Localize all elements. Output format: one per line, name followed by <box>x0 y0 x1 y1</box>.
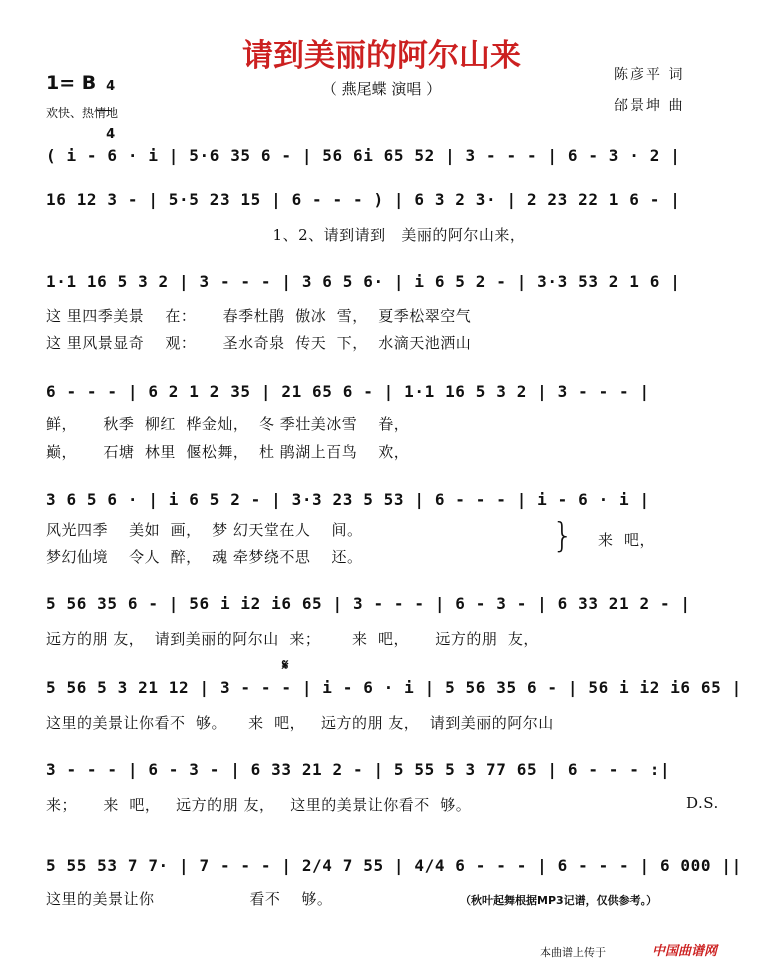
segno-sign: 𝄋 <box>282 656 289 674</box>
notation-line-4: 6 - - - | 6 2 1 2 35 | 21 65 6 - | 1·1 16 5 3 2 | 3 - - - | <box>46 382 650 401</box>
lyric-line-7-1: 这里的美景让你看不 够。 来 吧， 远方的朋 友， 请到美丽的阿尔山 <box>46 714 554 732</box>
notation-line-2: 16 12 3 - | 5·5 23 15 | 6 - - - ) | 6 3 2 3· | 2 23 22 1 6 - | <box>46 190 681 209</box>
lyric-line-3-1: 这 里四季美景 在： 春季杜鹃 傲冰 雪， 夏季松翠空气 <box>46 307 472 325</box>
site-logo: 中国曲谱网 <box>652 944 718 959</box>
lyric-line-6-1: 远方的朋 友， 请到美丽的阿尔山 来； 来 吧， 远方的朋 友， <box>46 630 539 648</box>
lyric-line-2-1: 1、2、请到请到 美丽的阿尔山来， <box>46 226 526 244</box>
notation-line-3: 1·1 16 5 3 2 | 3 - - - | 3 6 5 6· | i 6 5 2 - | 3·3 53 2 1 6 | <box>46 272 681 291</box>
lyric-line-8-1: 来； 来 吧， 远方的朋 友， 这里的美景让你看不 够。 <box>46 796 472 814</box>
time-signature-denominator: 4 <box>106 127 116 142</box>
time-signature-numerator: 4 <box>106 79 116 94</box>
lyric-line-4-2: 巅， 石塘 林里 偃松舞， 杜 鹃湖上百鸟 欢， <box>46 443 410 461</box>
brace-lyric: 来 吧， <box>598 531 656 549</box>
notation-line-1: ( i - 6 · i | 5·6 35 6 - | 56 6i 65 52 | 3 - - - | 6 - 3 · 2 | <box>46 146 681 165</box>
tempo-marking: 欢快、热情地 <box>46 106 119 120</box>
composer-credit: 邰景坤 曲 <box>614 98 685 114</box>
notation-line-8: 3 - - - | 6 - 3 - | 6 33 21 2 - | 5 55 5 3 77 65 | 6 - - - :| <box>46 760 671 779</box>
lyric-line-3-2: 这 里风景显奇 观： 圣水奇泉 传天 下， 水滴天池洒山 <box>46 334 472 352</box>
notation-line-7: 5 56 5 3 21 12 | 3 - - - | i - 6 · i | 5 56 35 6 - | 56 i i2 i6 65 | <box>46 678 742 697</box>
notation-line-9: 5 55 53 7 7· | 7 - - - | 2/4 7 55 | 4/4 6 - - - | 6 - - - | 6 000 || <box>46 856 742 875</box>
time-signature <box>97 64 116 142</box>
dal-segno-mark: D.S. <box>686 794 719 812</box>
notation-line-5: 3 6 5 6 · | i 6 5 2 - | 3·3 23 5 53 | 6 - - - | i - 6 · i | <box>46 490 650 509</box>
lyricist-credit: 陈彦平 词 <box>614 67 685 83</box>
notation-line-6: 5 56 35 6 - | 56 i i2 i6 65 | 3 - - - | 6 - 3 - | 6 33 21 2 - | <box>46 594 691 613</box>
lyric-line-9-1: 这里的美景让你 看不 够。 <box>46 890 333 908</box>
repeat-brace: } <box>552 516 574 556</box>
key-signature: 1= B <box>46 72 97 94</box>
upload-note: 本曲谱上传于 <box>540 946 606 959</box>
lyric-line-5-2: 梦幻仙境 令人 醉， 魂 牵梦绕不思 还。 <box>46 548 363 566</box>
song-title: 请到美丽的阿尔山来 <box>242 38 521 74</box>
lyric-line-4-1: 鲜， 秋季 柳红 桦金灿， 冬 季壮美冰雪 眷， <box>46 415 410 433</box>
lyric-line-5-1: 风光四季 美如 画， 梦 幻天堂在人 间。 <box>46 521 363 539</box>
transcription-remark: （秋叶起舞根据MP3记谱，仅供参考。） <box>460 894 658 907</box>
performer-subtitle: （ 燕尾蝶 演唱 ） <box>321 80 442 98</box>
